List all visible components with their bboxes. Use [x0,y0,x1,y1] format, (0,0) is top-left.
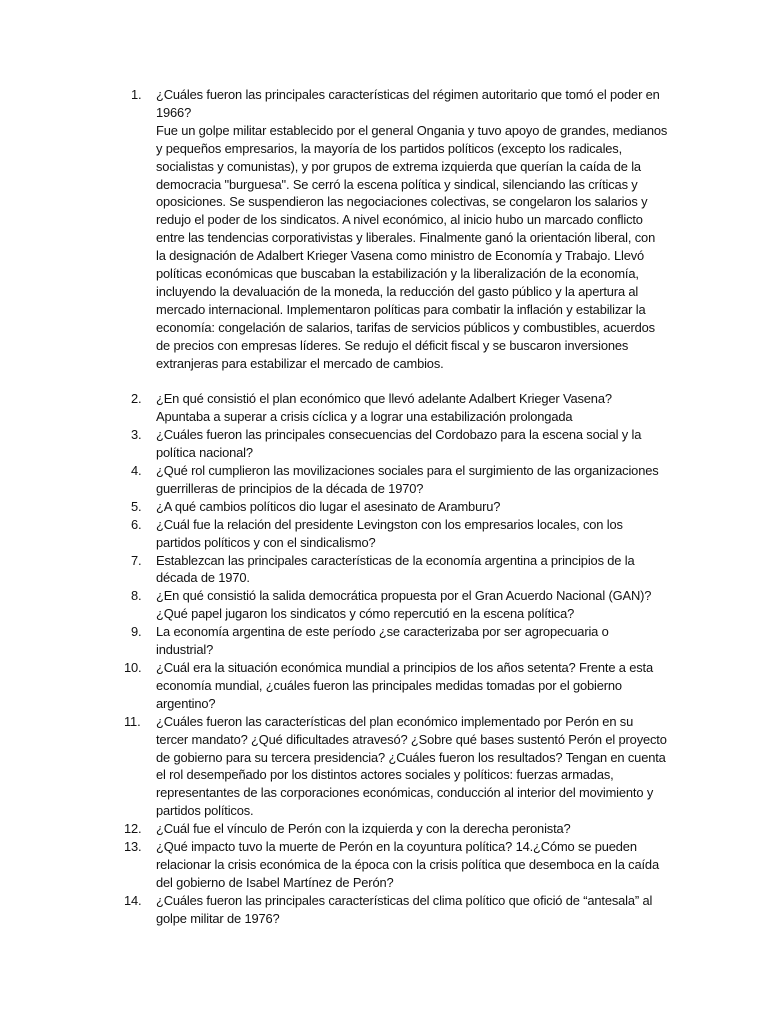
item-number: 9. [131,624,142,640]
answer-text: Apuntaba a superar a crisis cíclica y a lograr una estabilización prolongada [156,409,573,425]
list-item [0,516,668,552]
list-item [0,498,668,516]
item-number: 12. [124,821,142,837]
question-text: ¿Qué impacto tuvo la muerte de Perón en la coyuntura política? 14.¿Cómo se pueden relacionar la crisis económica de la época con la crisis política que desemboca en la caída del gobierno de Isabel Martínez de Perón? [156,839,659,890]
list-item [0,623,668,659]
item-number: 5. [131,498,142,514]
question-text: ¿En qué consistió el plan económico que llevó adelante Adalbert Krieger Vasena? [156,391,612,407]
question-text: ¿Cuál fue el vínculo de Perón con la izquierda y con la derecha peronista? [156,821,571,837]
list-item [0,892,668,928]
question-list [0,86,768,928]
item-number: 2. [131,391,142,407]
list-item [0,838,668,892]
list-item [0,390,668,426]
list-item [0,462,668,498]
list-item [0,587,668,623]
question-text: ¿Cuáles fueron las principales características del clima político que ofició de “antesala” al golpe militar de 1976? [156,892,653,926]
question-text: Establezcan las principales características de la economía argentina a principios de la década de 1970. [156,552,635,586]
item-number: 4. [131,463,142,479]
item-number: 3. [131,427,142,443]
question-text: ¿A qué cambios políticos dio lugar el asesinato de Aramburu? [156,498,501,514]
question-text: ¿Cuáles fueron las principales consecuencias del Cordobazo para la escena social y la política nacional? [156,427,642,461]
question-text: ¿Cuáles fueron las principales características del régimen autoritario que tomó el poder en 1966? [156,87,660,120]
question-text: ¿Cuál era la situación económica mundial a principios de los años setenta? Frente a esta economía mundial, ¿cuáles fueron las principales medidas tomadas por el gobierno argentino? [156,659,653,711]
item-number: 6. [131,516,142,532]
question-text: ¿Qué rol cumplieron las movilizaciones sociales para el surgimiento de las organizaciones guerrilleras de principios de la década de 1970? [156,463,659,496]
spacer [0,373,768,391]
item-number: 7. [131,552,142,568]
question-text: ¿En qué consistió la salida democrática propuesta por el Gran Acuerdo Nacional (GAN)? ¿Qué papel jugaron los sindicatos y cómo repercutió en la escena política? [156,588,652,622]
item-number: 13. [124,839,142,855]
list-item [0,659,668,713]
item-number: 14. [124,892,142,908]
item-number: 1. [131,87,142,102]
question-text: ¿Cuál fue la relación del presidente Levingston con los empresarios locales, con los partidos políticos y con el sindicalismo? [156,516,623,550]
item-number: 8. [131,588,142,604]
answer-text: Fue un golpe militar establecido por el general Ongania y tuvo apoyo de grandes, medianos y pequeños empresarios, la mayoría de los partidos políticos (excepto los radicales, socialistas y comunistas), y por grupos de extrema izquierda que querían la caída de la democracia "burguesa". Se cerró la escena política y sindical, silenciando las críticas y oposiciones. Se suspendieron las negociaciones colectivas, se congelaron los salarios y redujo el poder de los sindicatos. A nivel económico, al inicio hubo un marcado conflicto entre las tendencias corporativistas y liberales. Finalmente ganó la orientación liberal, con la designación de Adalbert Krieger Vasena como ministro de Economía y Trabajo. Llevó políticas económicas que buscaban la estabilización y la liberalización de la economía, incluyendo la devaluación de la moneda, la reducción del gasto público y la apertura al mercado internacional. Implementaron políticas para combatir la inflación y estabilizar la economía: congelación de salarios, tarifas de servicios públicos y combustibles, acuerdos de precios con empresas líderes. Se redujo el déficit fiscal y se buscaron inversiones extranjeras para estabilizar el mercado de cambios. [156,122,668,371]
list-item [0,426,668,462]
item-number: 10. [124,659,142,675]
list-item [0,86,668,373]
list-item [0,820,668,838]
list-item [0,713,668,820]
list-item [0,552,668,588]
question-text: La economía argentina de este período ¿se caracterizaba por ser agropecuaria o industrial? [156,624,609,658]
item-number: 11. [124,713,141,729]
question-text: ¿Cuáles fueron las características del plan económico implementado por Perón en su tercer mandato? ¿Qué dificultades atravesó? ¿Sobre qué bases sustentó Perón el proyecto de gobierno para su tercera presidencia? ¿Cuáles fueron los resultados? Tengan en cuenta el rol desempeñado por los distintos actores sociales y políticos: fuerzas armadas, representantes de las corporaciones económicas, conducción al interior del movimiento y partidos políticos. [156,713,667,819]
